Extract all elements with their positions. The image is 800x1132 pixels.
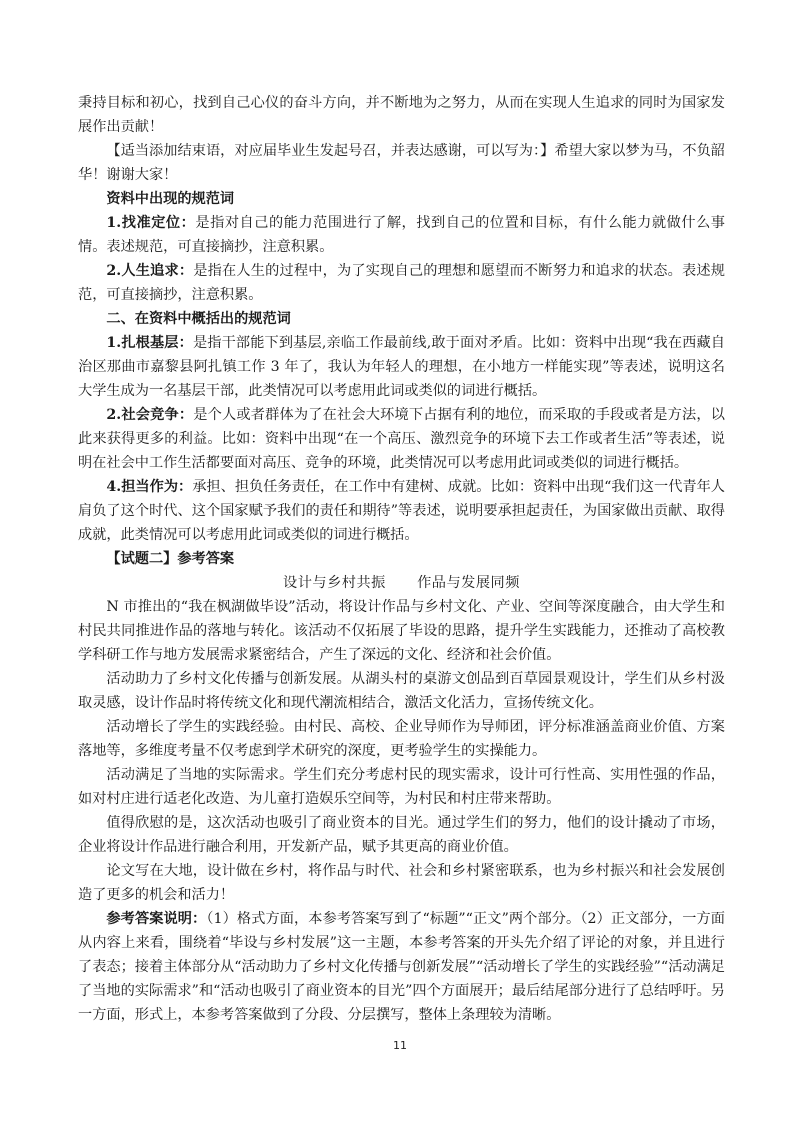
essay-paragraph: 活动助力了乡村文化传播与创新发展。从湖头村的桌游文创品到百草园景观设计，学生们从乡村汲取灵感，设计作品时将传统文化和现代潮流相结合，激活文化活力，宣扬传统文化。 [78,671,725,711]
essay-paragraph: 活动满足了当地的实际需求。学生们充分考虑村民的现实需求，设计可行性高、实用性强的作品，如对村庄进行适老化改造、为儿童打造娱乐空间等，为村民和村庄带来帮助。 [78,767,725,807]
term-label: 1.找准定位： [106,215,196,231]
heading-question-two-answer: 【试题二】参考答案 [106,551,235,567]
explanation-label: 参考答案说明： [106,911,207,927]
term-label: 2.社会竞争： [106,407,194,423]
essay-title-left: 设计与乡村共振 [283,575,386,591]
term-label: 1.扎根基层： [106,335,193,351]
term-label: 4.担当作为： [106,479,193,495]
essay-paragraph: 论文写在大地，设计做在乡村，将作品与时代、社会和乡村紧密联系，也为乡村振兴和社会发展创造了更多的机会和活力！ [78,863,725,903]
term-item [78,331,725,403]
term-item [78,475,725,547]
page-content [78,91,725,1027]
term-definition: 是个人或者群体为了在社会大环境下占据有利的地位，而采取的手段或者是方法，以此来获得更多的利益。比如：资料中出现“在一个高压、激烈竞争的环境下去工作或者生活”等表述，说明在社会中工作生活都要面对高压、竞争的环境，此类情况可以考虑用此词或类似的词进行概括。 [78,407,725,471]
closing-note-paragraph: 【适当添加结束语，对应届毕业生发起号召，并表达感谢，可以写为：】希望大家以梦为马，不负韶华！谢谢大家！ [78,143,725,183]
explanation-text: （1）格式方面，本参考答案写到了“标题”“正文”两个部分。（2）正文部分，一方面从内容上来看，围绕着“毕设与乡村发展”这一主题，本参考答案的开头先介绍了评论的对象，并且进行了表态；接着主体部分从“活动助力了乡村文化传播与创新发展”“活动增长了学生的实践经验”“活动满足了当地的实际需求”和“活动也吸引了商业资本的目光”四个方面展开；最后结尾部分进行了总结呼吁。另一方面，形式上，本参考答案做到了分段、分层撰写，整体上条理较为清晰。 [78,911,725,1023]
essay-paragraph: 活动增长了学生的实践经验。由村民、高校、企业导师作为导师团，评分标准涵盖商业价值、方案落地等，多维度考量不仅考虑到学术研究的深度，更考验学生的实操能力。 [78,719,725,759]
heading-terms-in-material: 资料中出现的规范词 [106,191,235,207]
term-definition: 是指在人生的过程中，为了实现自己的理想和愿望而不断努力和追求的状态。表述规范，可直接摘抄，注意积累。 [78,263,725,303]
essay-paragraph: N 市推出的“我在枫湖做毕设”活动，将设计作品与乡村文化、产业、空间等深度融合，由大学生和村民共同推进作品的落地与转化。该活动不仅拓展了毕设的思路，提升学生实践能力，还推动了高校教学科研工作与地方发展需求紧密结合，产生了深远的文化、经济和社会价值。 [78,599,725,663]
intro-paragraph-end: 秉持目标和初心，找到自己心仪的奋斗方向，并不断地为之努力，从而在实现人生追求的同时为国家发展作出贡献！ [78,95,725,135]
term-definition: 承担、担负任务责任，在工作中有建树、成就。比如：资料中出现“我们这一代青年人肩负了这个时代、这个国家赋予我们的责任和期待”等表述，说明要承担起责任，为国家做出贡献、取得成就，此类情况可以考虑用此词或类似的词进行概括。 [78,479,725,543]
term-definition: 是指干部能下到基层,亲临工作最前线,敢于面对矛盾。比如：资料中出现“我在西藏自治区那曲市嘉黎县阿扎镇工作 3 年了，我认为年轻人的理想，在小地方一样能实现”等表述，说明这名大学生成为一名基层干部，此类情况可以考虑用此词或类似的词进行概括。 [78,335,725,399]
essay-title [78,571,725,595]
page-number: 11 [393,1039,407,1052]
heading-section-two: 二、在资料中概括出的规范词 [106,311,291,327]
essay-title-right: 作品与发展同频 [417,575,520,591]
term-label: 2.人生追求： [106,263,194,279]
term-item [78,403,725,475]
term-item [78,259,725,307]
term-definition: 是指对自己的能力范围进行了解，找到自己的位置和目标，有什么能力就做什么事情。表述规范，可直接摘抄，注意积累。 [78,215,725,255]
essay-paragraph: 值得欣慰的是，这次活动也吸引了商业资本的目光。通过学生们的努力，他们的设计撬动了市场，企业将设计作品进行融合利用，开发新产品，赋予其更高的商业价值。 [78,815,725,855]
answer-explanation [78,907,725,1027]
term-item [78,211,725,259]
